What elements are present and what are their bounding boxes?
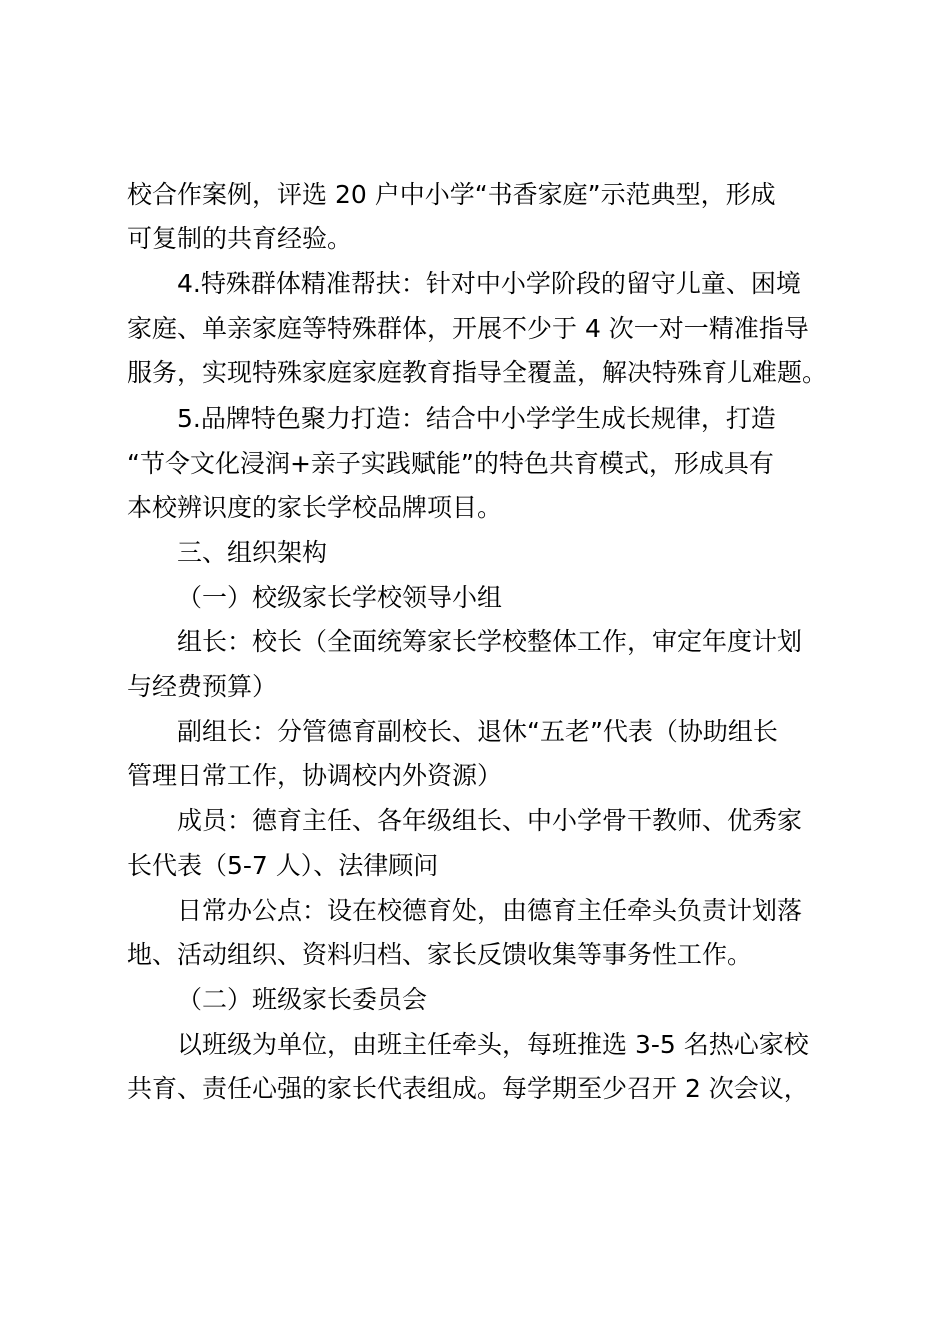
- text-line: 日常办公点：设在校德育处，由德育主任牵头负责计划落: [177, 896, 803, 925]
- text-line: 以班级为单位，由班主任牵头，每班推选 3-5 名热心家校: [177, 1030, 809, 1059]
- text-line: “节令文化浸润+亲子实践赋能”的特色共育模式，形成具有: [127, 449, 774, 478]
- text-line: 校合作案例，评选 20 户中小学“书香家庭”示范典型，形成: [127, 180, 776, 209]
- text-line: 本校辨识度的家长学校品牌项目。: [127, 493, 503, 522]
- subsection-heading: （一）校级家长学校领导小组: [177, 583, 503, 612]
- text-line: 服务，实现特殊家庭家庭教育指导全覆盖，解决特殊育儿难题。: [127, 358, 828, 387]
- subsection-heading: （二）班级家长委员会: [177, 985, 428, 1014]
- text-line: 副组长：分管德育副校长、退休“五老”代表（协助组长: [177, 717, 778, 746]
- text-line: 管理日常工作，协调校内外资源）: [127, 761, 503, 790]
- text-line: 与经费预算）: [127, 672, 278, 701]
- text-line: 可复制的共育经验。: [127, 224, 353, 253]
- text-line: 家庭、单亲家庭等特殊群体，开展不少于 4 次一对一精准指导: [127, 314, 809, 343]
- text-line: 5.品牌特色聚力打造：结合中小学学生成长规律，打造: [177, 404, 776, 433]
- text-line: 共育、责任心强的家长代表组成。每学期至少召开 2 次会议，: [127, 1074, 809, 1103]
- text-line: 成员：德育主任、各年级组长、中小学骨干教师、优秀家: [177, 806, 803, 835]
- text-line: 地、活动组织、资料归档、家长反馈收集等事务性工作。: [127, 940, 753, 969]
- text-line: 组长：校长（全面统筹家长学校整体工作，审定年度计划: [177, 627, 803, 656]
- text-line: 4.特殊群体精准帮扶：针对中小学阶段的留守儿童、困境: [177, 269, 801, 298]
- text-line: 长代表（5-7 人）、法律顾问: [127, 851, 439, 880]
- section-heading: 三、组织架构: [177, 538, 328, 567]
